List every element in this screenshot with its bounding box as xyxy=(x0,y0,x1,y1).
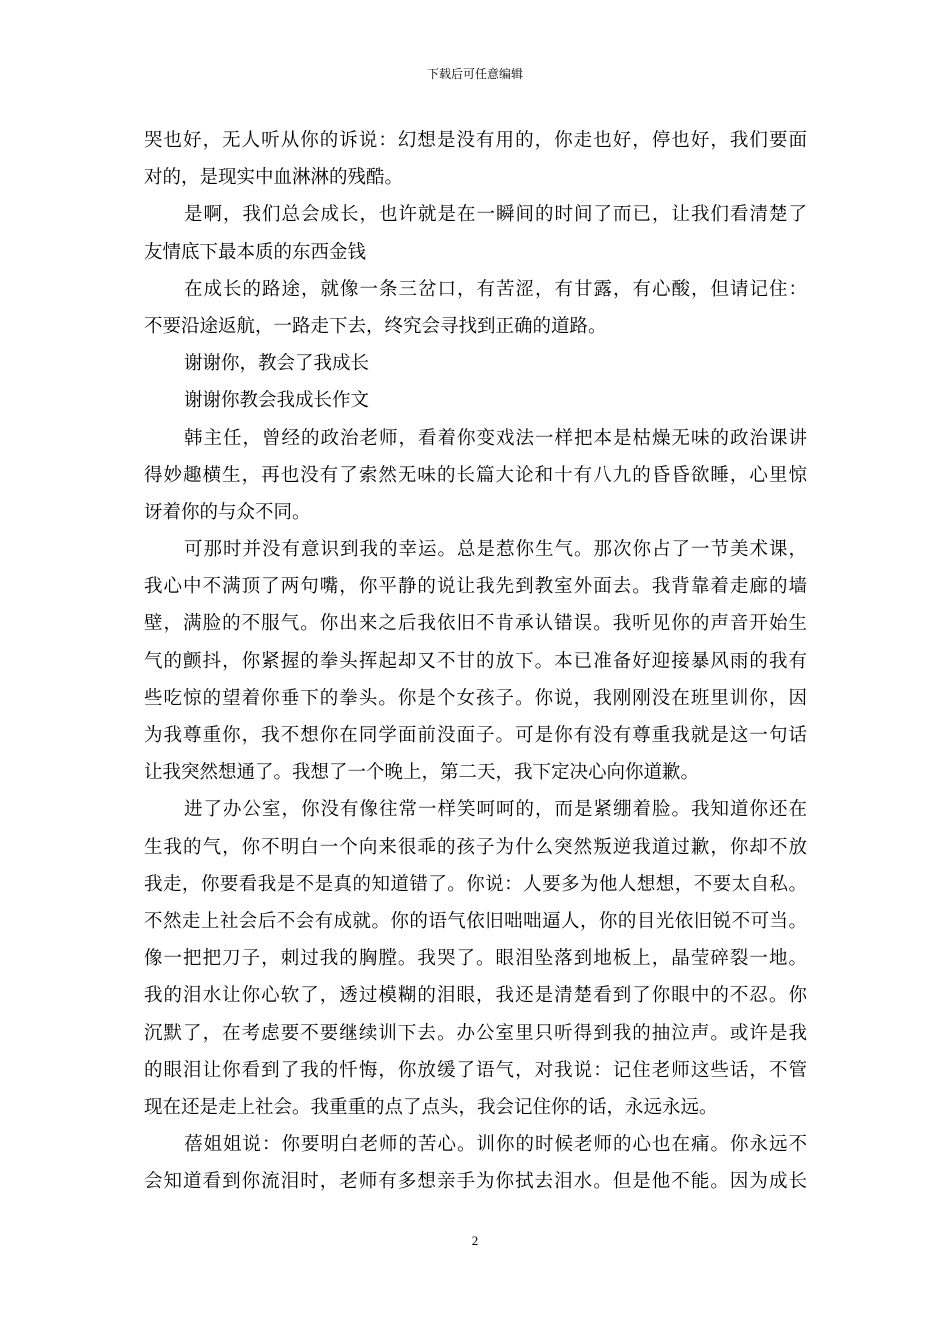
text-line: 我走，你要看我是不是真的知道错了。你说：人要多为他人想想，不要太自私。 xyxy=(144,873,807,895)
document-body xyxy=(144,122,807,1200)
text-line: 得妙趣横生，再也没有了索然无味的长篇大论和十有八九的昏昏欲睡，心里惊 xyxy=(144,464,807,486)
text-line: 我的泪水让你心软了，透过模糊的泪眼，我还是清楚看到了你眼中的不忍。你 xyxy=(144,985,807,1007)
page-number: 2 xyxy=(471,1233,479,1248)
text-line: 哭也好，无人听从你的诉说：幻想是没有用的，你走也好，停也好，我们要面 xyxy=(144,130,807,151)
page-header: 下载后可任意编辑 xyxy=(426,67,523,81)
text-line: 让我突然想通了。我想了一个晚上，第二天，我下定决心向你道歉。 xyxy=(144,762,700,784)
text-line: 壁，满脸的不服气。你出来之后我依旧不肯承认错误。我听见你的声音开始生 xyxy=(144,613,807,635)
text-line: 讶着你的与众不同。 xyxy=(144,501,311,523)
text-line: 可那时并没有意识到我的幸运。总是惹你生气。那次你占了一节美术课， xyxy=(184,539,807,561)
text-line: 谢谢你，教会了我成长 xyxy=(184,353,370,375)
text-line: 些吃惊的望着你垂下的拳头。你是个女孩子。你说，我刚刚没在班里训你，因 xyxy=(144,687,807,709)
text-line: 在成长的路途，就像一条三岔口，有苦涩，有甘露，有心酸，但请记住： xyxy=(184,278,807,300)
text-line: 为我尊重你，我不想你在同学面前没面子。可是你有没有尊重我就是这一句话 xyxy=(144,725,807,746)
text-line: 友情底下最本质的东西金钱 xyxy=(144,241,367,263)
text-line: 生我的气，你不明白一个向来很乖的孩子为什么突然叛逆我道过歉，你却不放 xyxy=(144,836,807,858)
text-line: 现在还是走上社会。我重重的点了点头，我会记住你的话，永远永远。 xyxy=(144,1096,718,1118)
text-line: 蓓姐姐说：你要明白老师的苦心。训你的时候老师的心也在痛。你永远不 xyxy=(184,1134,807,1156)
text-line: 不要沿途返航，一路走下去，终究会寻找到正确的道路。 xyxy=(144,315,607,337)
text-line: 不然走上社会后不会有成就。你的语气依旧咄咄逼人，你的目光依旧锐不可当。 xyxy=(144,910,807,932)
text-line: 的眼泪让你看到了我的忏悔，你放缓了语气，对我说：记住老师这些话，不管 xyxy=(144,1059,807,1081)
text-line: 韩主任，曾经的政治老师，看着你变戏法一样把本是枯燥无味的政治课讲 xyxy=(184,427,807,449)
text-line: 我心中不满顶了两句嘴，你平静的说让我先到教室外面去。我背靠着走廊的墙 xyxy=(144,576,807,598)
text-line: 会知道看到你流泪时，老师有多想亲手为你拭去泪水。但是他不能。因为成长 xyxy=(144,1171,807,1193)
text-line: 气的颤抖，你紧握的拳头挥起却又不甘的放下。本已准备好迎接暴风雨的我有 xyxy=(144,650,807,672)
text-line: 是啊，我们总会成长，也许就是在一瞬间的时间了而已，让我们看清楚了 xyxy=(184,204,807,226)
text-line: 对的，是现实中血淋淋的残酷。 xyxy=(144,167,404,189)
text-line: 沉默了，在考虑要不要继续训下去。办公室里只听得到我的抽泣声。或许是我 xyxy=(144,1022,807,1044)
text-line: 进了办公室，你没有像往常一样笑呵呵的，而是紧绷着脸。我知道你还在 xyxy=(184,799,807,821)
text-line: 谢谢你教会我成长作文 xyxy=(184,390,370,412)
text-line: 像一把把刀子，刺过我的胸膛。我哭了。眼泪坠落到地板上，晶莹碎裂一地。 xyxy=(144,948,807,970)
